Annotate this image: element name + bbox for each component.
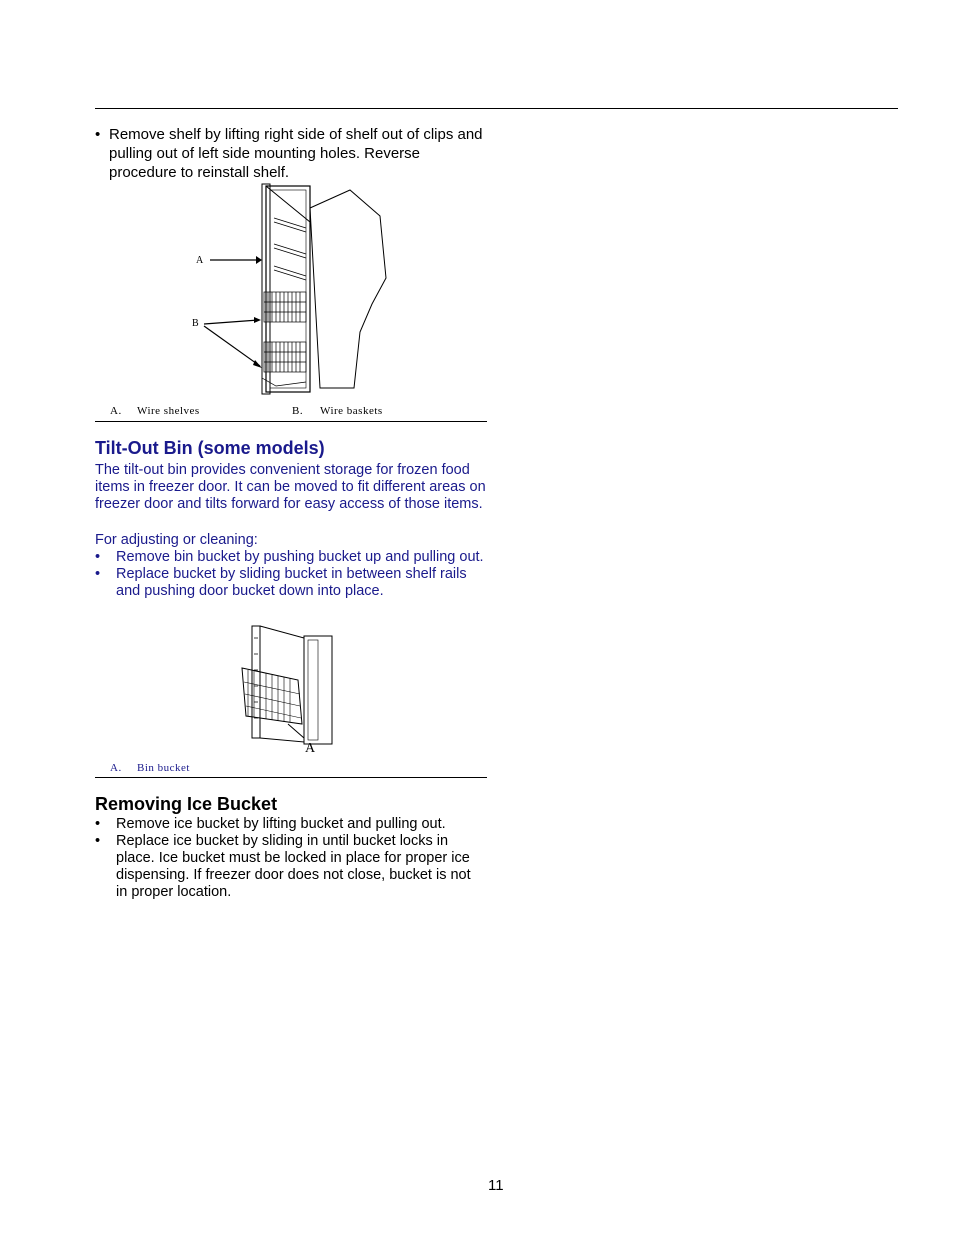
shelf-removal-bullet bbox=[95, 125, 487, 182]
list-item bbox=[95, 549, 487, 566]
caption-b-letter: B. bbox=[292, 405, 304, 417]
figure1-label-b: B bbox=[192, 318, 199, 329]
list-item bbox=[95, 833, 479, 901]
list-item-text: Replace bucket by sliding bucket in between shelf rails and pushing door bucket down into place. bbox=[116, 566, 467, 599]
bullet-dot: • bbox=[95, 833, 101, 849]
adjusting-lead: For adjusting or cleaning: bbox=[95, 532, 258, 548]
list-item bbox=[95, 816, 479, 833]
header-rule bbox=[95, 108, 898, 109]
figure2-label-a: A bbox=[305, 741, 316, 756]
bullet-dot: • bbox=[95, 126, 101, 143]
removing-ice-bucket-heading: Removing Ice Bucket bbox=[95, 794, 278, 814]
tilt-out-bin-steps bbox=[95, 549, 487, 600]
figure1-label-a: A bbox=[196, 255, 204, 266]
caption-wire-baskets: Wire baskets bbox=[320, 405, 383, 417]
ice-bucket-steps bbox=[95, 816, 479, 901]
caption-bin-bucket: Bin bucket bbox=[137, 762, 190, 774]
tilt-out-bin-intro: The tilt-out bin provides convenient storage for frozen food items in freezer door. It can be moved to fit different areas on freezer door and tilts forward for easy access of those items. bbox=[95, 462, 486, 512]
figure1-rule bbox=[95, 421, 487, 422]
list-item bbox=[95, 566, 487, 600]
bin-bucket-illustration bbox=[238, 624, 350, 748]
list-item-text: Replace ice bucket by sliding in until bucket locks in place. Ice bucket must be locked in place for proper ice dispensing. If freezer door does not close, bucket is not in proper location. bbox=[116, 833, 471, 900]
caption-a-letter: A. bbox=[110, 762, 122, 774]
bullet-dot: • bbox=[95, 549, 101, 565]
caption-wire-shelves: Wire shelves bbox=[137, 405, 200, 417]
bullet-dot: • bbox=[95, 816, 101, 832]
shelf-removal-text: Remove shelf by lifting right side of shelf out of clips and pulling out of left side mounting holes. Reverse procedure to reinstall shelf. bbox=[109, 126, 483, 181]
bullet-dot: • bbox=[95, 566, 101, 582]
list-item-text: Remove ice bucket by lifting bucket and pulling out. bbox=[116, 816, 446, 832]
page-number: 11 bbox=[488, 1177, 504, 1194]
tilt-out-bin-heading: Tilt-Out Bin (some models) bbox=[95, 438, 325, 458]
wire-shelves-illustration bbox=[190, 182, 400, 404]
list-item-text: Remove bin bucket by pushing bucket up and pulling out. bbox=[116, 549, 484, 565]
caption-a-letter: A. bbox=[110, 405, 122, 417]
figure2-rule bbox=[95, 777, 487, 778]
